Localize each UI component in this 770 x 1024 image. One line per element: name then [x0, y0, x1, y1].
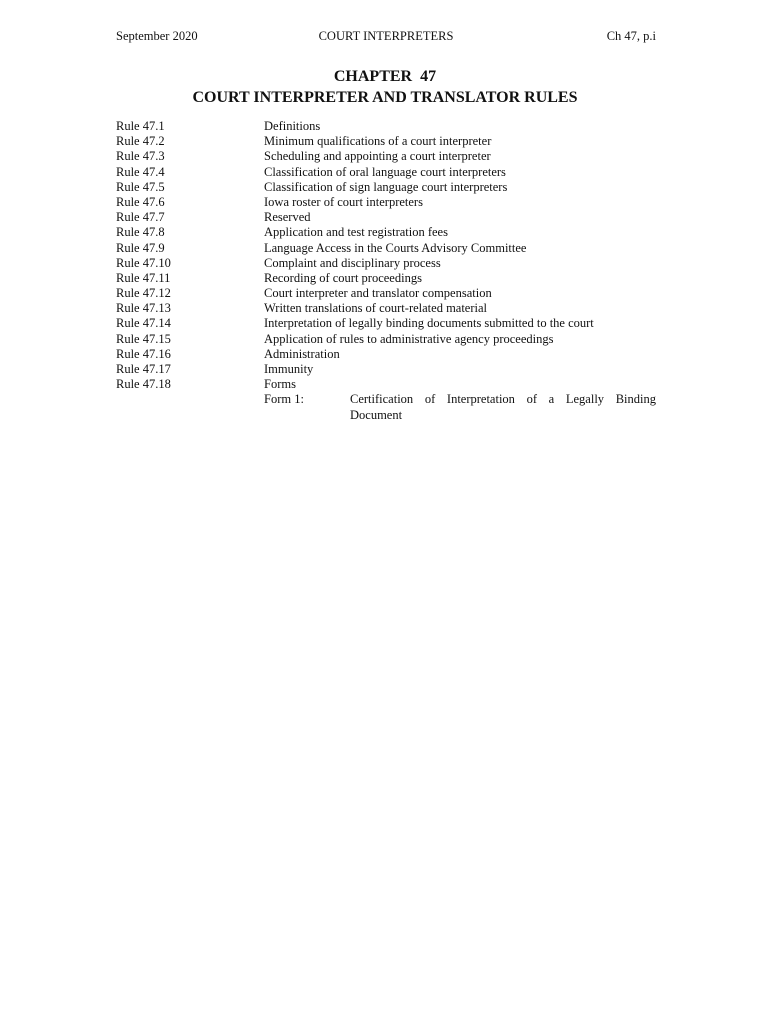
- rule-number: Rule 47.9: [116, 240, 165, 255]
- rules-table-of-contents: [116, 119, 661, 424]
- rule-entry: [116, 180, 661, 195]
- rule-entry: [116, 362, 661, 377]
- rule-number: Rule 47.15: [116, 331, 171, 346]
- rule-number: Rule 47.1: [116, 119, 165, 133]
- rule-entry: [116, 195, 661, 210]
- rule-number: Rule 47.6: [116, 194, 165, 209]
- rule-entry: [116, 377, 661, 392]
- rule-entry: [116, 332, 661, 347]
- rule-title: Recording of court proceedings: [264, 270, 422, 285]
- rule-title: Classification of oral language court interpreters: [264, 164, 506, 179]
- rule-number: Rule 47.8: [116, 225, 165, 240]
- rule-number: Rule 47.16: [116, 346, 171, 361]
- rule-number: Rule 47.12: [116, 286, 171, 301]
- chapter-number: CHAPTER 47: [333, 68, 437, 85]
- rule-title: Written translations of court-related material: [264, 301, 488, 316]
- rule-title: Forms: [264, 377, 296, 392]
- rule-title: Classification of sign language court interpreters: [264, 179, 508, 194]
- rule-entry: [116, 225, 661, 240]
- rule-entry: [116, 241, 661, 256]
- rule-entry: [116, 347, 661, 362]
- header-date: September 2020: [116, 29, 198, 43]
- rule-number: Rule 47.13: [116, 301, 171, 316]
- rule-title: Definitions: [264, 119, 321, 133]
- running-header: [116, 27, 656, 45]
- form-title: Certification of Interpretation of a Legally Binding Document: [350, 392, 656, 422]
- rule-number: Rule 47.17: [116, 362, 171, 376]
- rule-number: Rule 47.5: [116, 179, 165, 194]
- rule-title: Administration: [264, 346, 340, 361]
- chapter-name: COURT INTERPRETER AND TRANSLATOR RULES: [192, 89, 578, 106]
- rule-title: Minimum qualifications of a court interpreter: [264, 134, 492, 149]
- rule-entry: [116, 119, 661, 134]
- rule-title: Complaint and disciplinary process: [264, 255, 441, 270]
- rule-number: Rule 47.10: [116, 255, 171, 270]
- rule-title: Application of rules to administrative agency proceedings: [264, 331, 554, 346]
- rule-entry: [116, 210, 661, 225]
- rule-number: Rule 47.11: [116, 270, 171, 285]
- rule-number: Rule 47.7: [116, 210, 165, 225]
- rule-entry: [116, 165, 661, 180]
- rule-number: Rule 47.3: [116, 149, 165, 164]
- rule-entry: [116, 316, 661, 331]
- rule-title: Application and test registration fees: [264, 225, 448, 240]
- header-page-ref: Ch 47, p.i: [606, 29, 656, 43]
- rule-title: Language Access in the Courts Advisory Committee: [264, 240, 527, 255]
- rule-entry: [116, 271, 661, 286]
- header-title: COURT INTERPRETERS: [318, 29, 454, 43]
- rule-entry: [116, 301, 661, 316]
- form-label: Form 1:: [264, 392, 304, 407]
- rule-title: Immunity: [264, 362, 314, 376]
- rule-number: Rule 47.4: [116, 164, 165, 179]
- rule-title: Reserved: [264, 210, 311, 225]
- rule-number: Rule 47.18: [116, 377, 171, 392]
- rule-title: Scheduling and appointing a court interpreter: [264, 149, 491, 164]
- chapter-heading: [0, 66, 770, 108]
- rule-entry: [116, 256, 661, 271]
- rule-entry: [116, 149, 661, 164]
- rule-number: Rule 47.14: [116, 316, 171, 331]
- form-entry: [116, 392, 661, 424]
- rule-entry: [116, 134, 661, 149]
- rule-number: Rule 47.2: [116, 134, 165, 149]
- rule-title: Court interpreter and translator compensation: [264, 286, 492, 301]
- rule-title: Interpretation of legally binding documents submitted to the court: [264, 316, 594, 331]
- rule-title: Iowa roster of court interpreters: [264, 194, 423, 209]
- rule-entry: [116, 286, 661, 301]
